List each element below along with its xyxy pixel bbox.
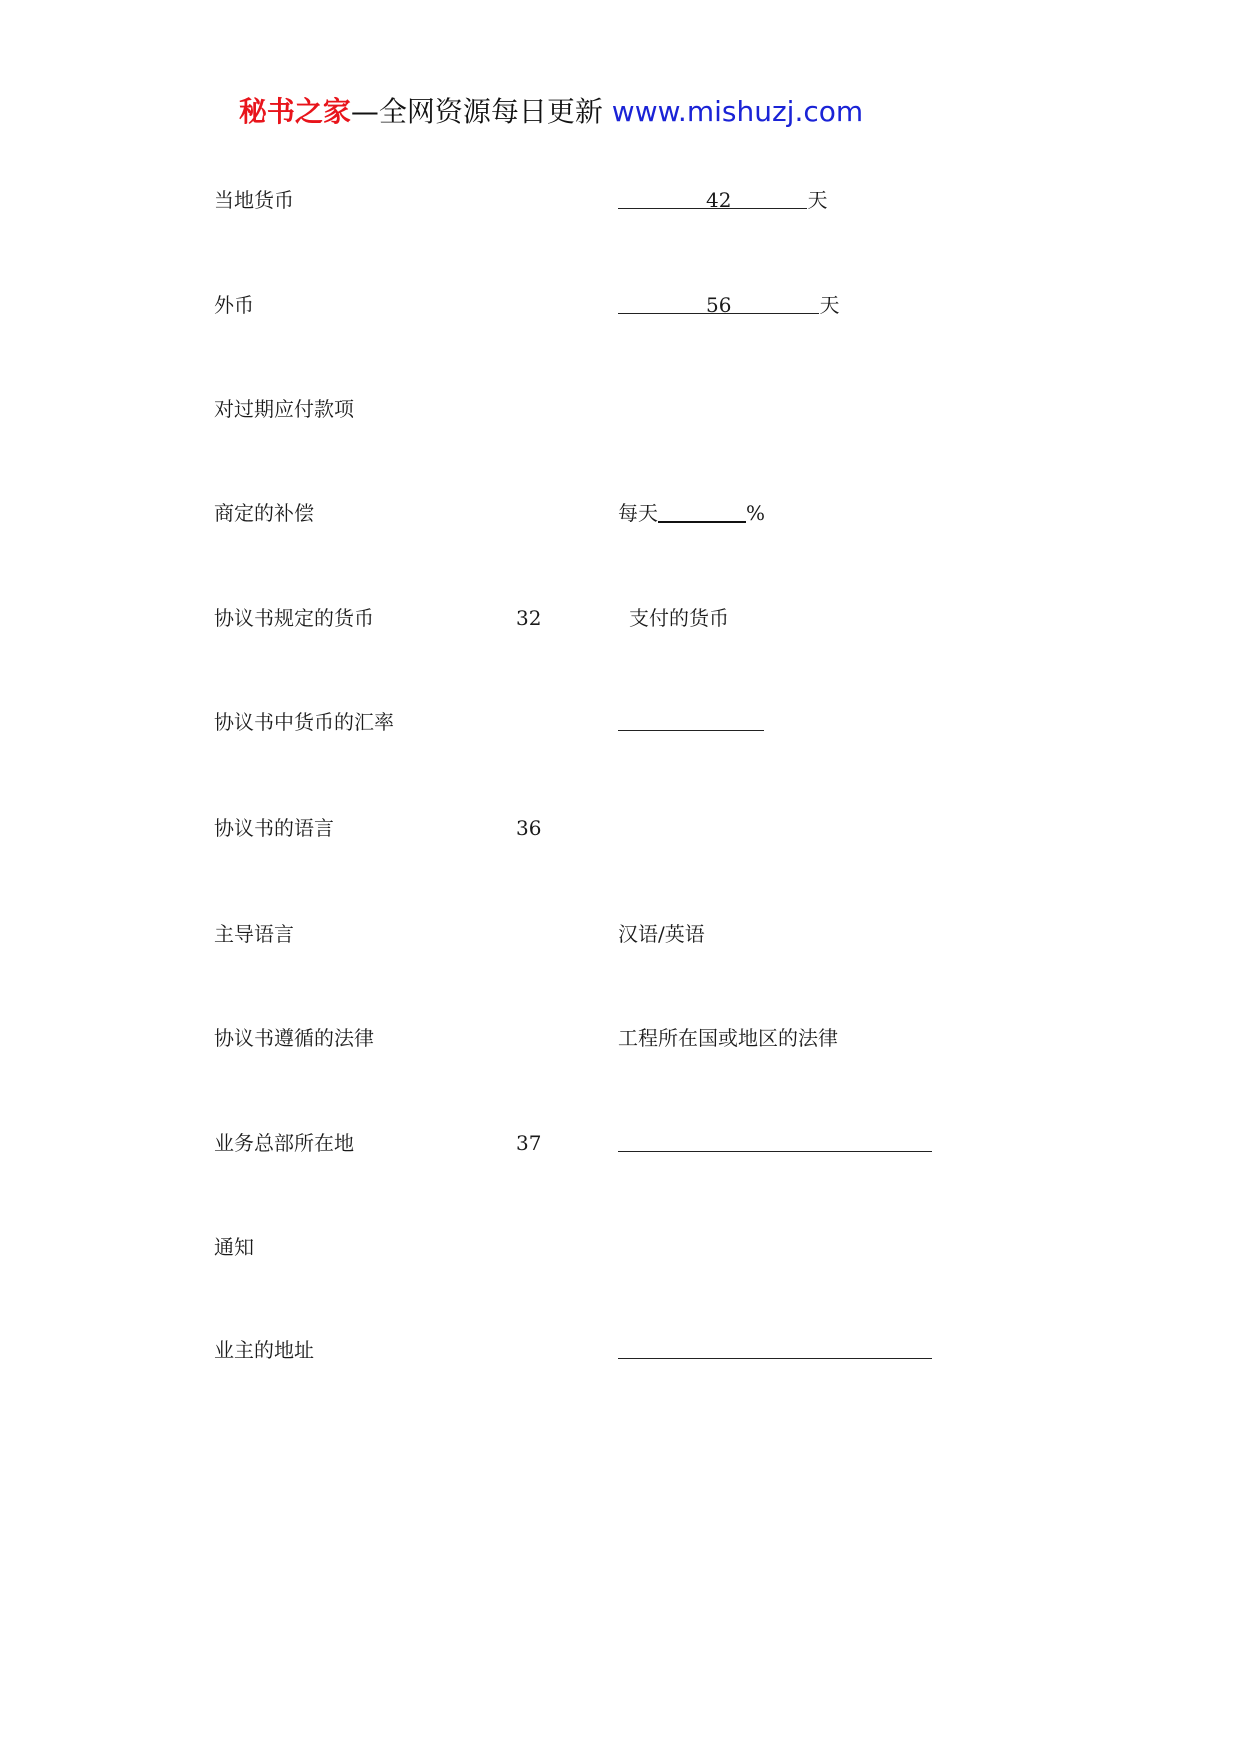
row-local-currency bbox=[0, 180, 1102, 220]
blank-line bbox=[618, 1330, 932, 1359]
blank-line bbox=[658, 493, 746, 523]
blank-line bbox=[618, 180, 706, 209]
exchange-rate-label: 协议书中货币的汇率 bbox=[214, 710, 394, 734]
exchange-rate-blank bbox=[618, 702, 764, 742]
agreement-currency-label: 协议书规定的货币 bbox=[214, 606, 374, 630]
headquarters-label: 业务总部所在地 bbox=[214, 1131, 354, 1155]
owner-address-label: 业主的地址 bbox=[214, 1338, 314, 1362]
clause-number: 37 bbox=[516, 1131, 542, 1155]
compensation-label: 商定的补偿 bbox=[214, 501, 314, 525]
row-owner-address bbox=[0, 1330, 1102, 1370]
row-headquarters bbox=[0, 1123, 1102, 1163]
blank-line bbox=[731, 180, 807, 209]
row-foreign-currency bbox=[0, 285, 1102, 325]
site-url[interactable]: www.mishuzj.com bbox=[611, 95, 864, 128]
compensation-value bbox=[618, 493, 765, 533]
days-unit: 天 bbox=[807, 188, 828, 212]
blank-line bbox=[618, 1123, 932, 1152]
governing-law-label: 协议书遵循的法律 bbox=[214, 1026, 374, 1050]
notice-label: 通知 bbox=[214, 1235, 254, 1259]
days-unit: 天 bbox=[819, 293, 840, 317]
blank-line bbox=[731, 285, 819, 314]
row-overdue bbox=[0, 389, 1102, 429]
row-main-language bbox=[0, 914, 1102, 954]
foreign-currency-days bbox=[618, 285, 839, 325]
local-currency-days bbox=[618, 180, 827, 220]
row-exchange-rate bbox=[0, 702, 1102, 742]
percent-sign: % bbox=[746, 501, 766, 525]
owner-address-blank bbox=[618, 1330, 932, 1370]
row-notice bbox=[0, 1227, 1102, 1267]
header-slogan: —全网资源每日更新 bbox=[350, 95, 603, 128]
overdue-label: 对过期应付款项 bbox=[214, 397, 354, 421]
row-compensation bbox=[0, 493, 1102, 533]
blank-line bbox=[618, 285, 706, 314]
headquarters-blank bbox=[618, 1123, 932, 1163]
agreement-currency-value: 支付的货币 bbox=[629, 606, 729, 630]
language-label: 协议书的语言 bbox=[214, 816, 334, 840]
clause-number: 36 bbox=[516, 816, 542, 840]
governing-law-value: 工程所在国或地区的法律 bbox=[618, 1026, 838, 1050]
per-day-prefix: 每天 bbox=[618, 501, 658, 525]
foreign-currency-days-value: 56 bbox=[706, 285, 731, 314]
main-language-label: 主导语言 bbox=[214, 922, 294, 946]
local-currency-label: 当地货币 bbox=[214, 188, 294, 212]
document-header bbox=[0, 92, 1102, 132]
local-currency-days-value: 42 bbox=[706, 180, 731, 209]
row-agreement-currency bbox=[0, 598, 1102, 638]
blank-line bbox=[618, 702, 764, 731]
brand-name: 秘书之家 bbox=[238, 95, 351, 128]
row-governing-law bbox=[0, 1018, 1102, 1058]
main-language-value: 汉语/英语 bbox=[618, 922, 705, 946]
row-language bbox=[0, 808, 1102, 848]
foreign-currency-label: 外币 bbox=[214, 293, 254, 317]
clause-number: 32 bbox=[516, 606, 542, 630]
